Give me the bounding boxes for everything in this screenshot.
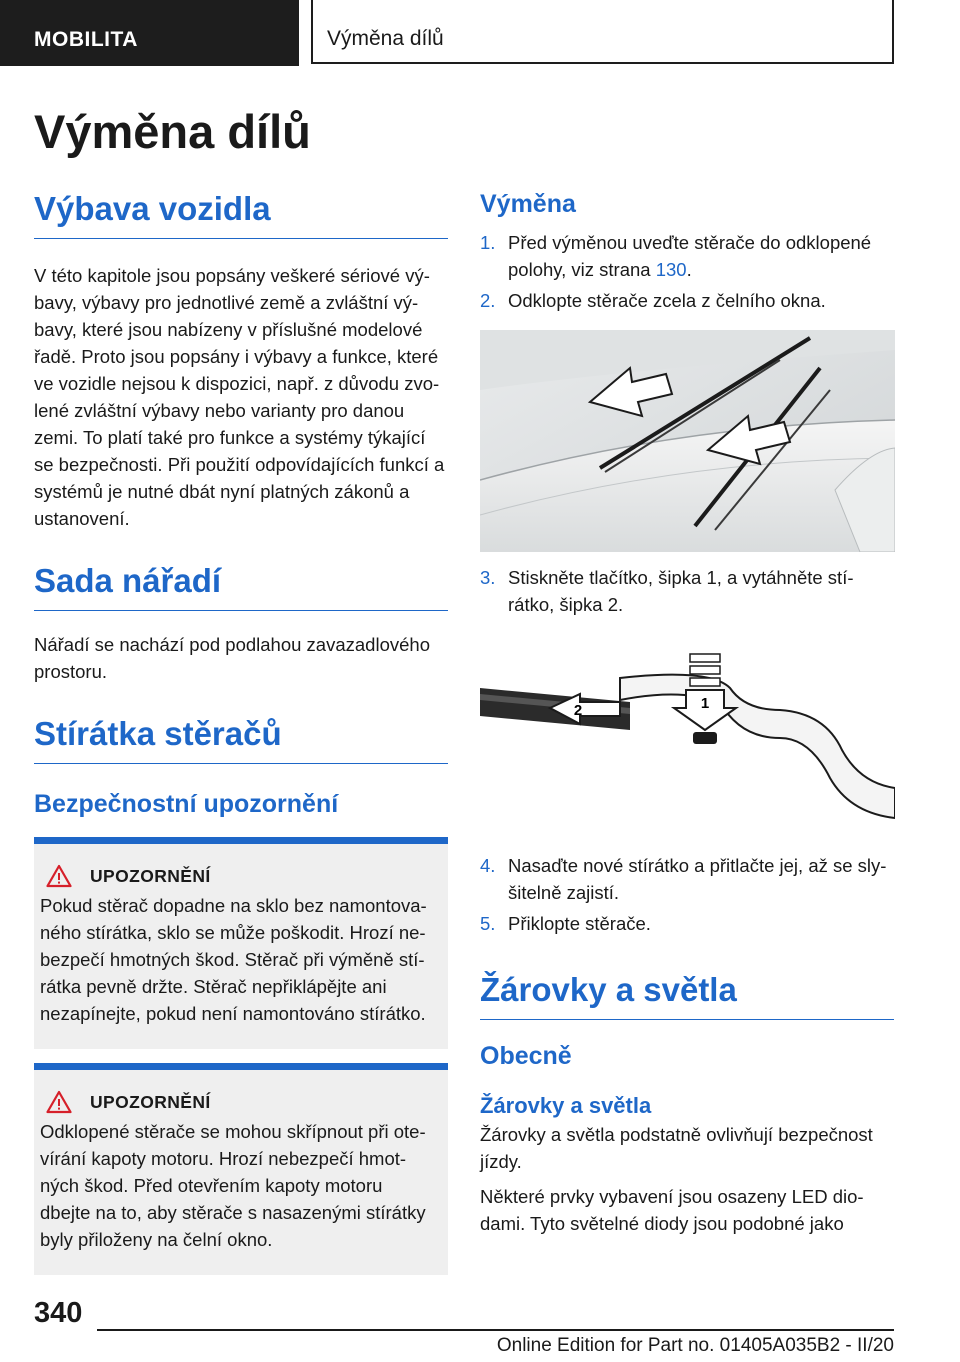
step-number: 3. xyxy=(480,567,496,588)
list-item xyxy=(480,910,894,937)
page-number: 340 xyxy=(34,1297,83,1329)
arrow-1-label: 1 xyxy=(700,695,710,712)
steps-list-b xyxy=(480,564,894,618)
step-number: 2. xyxy=(480,290,496,311)
heading-zarovky: Žárovky a světla xyxy=(480,971,894,1020)
page-header xyxy=(0,0,960,66)
topic-tab: Výměna dílů xyxy=(311,0,894,64)
heading-vybava: Výbava vozidla xyxy=(34,190,448,239)
warning-text: Odklopené stěrače se mohou skřípnout při ote‐ vírání kapoty motoru. Hrozí nebezpečí hmot‐ ných škod. Před otevřením kapoty motoru dbejte na to, aby stěrače s nasazenými stírátky byly přiloženy na čelní okno. xyxy=(40,1121,426,1250)
edition-note: Online Edition for Part no. 01405A035B2 - II/20 xyxy=(496,1335,894,1356)
subheading-zarovky: Žárovky a světla xyxy=(480,1093,652,1118)
warning-header xyxy=(46,1090,442,1114)
wiper-blade-illustration xyxy=(480,638,895,844)
heading-bezpecnostni-upozorneni: Bezpečnostní upozornění xyxy=(34,790,339,818)
arrow-2-label: 2 xyxy=(573,702,583,719)
figure-wipers-folded xyxy=(480,330,895,552)
paragraph-zarovky-2: Některé prvky vybavení jsou osazeny LED dio‐ dami. Tyto světelné diody jsou podobné jako xyxy=(480,1186,864,1234)
page-link[interactable]: 130 xyxy=(655,259,687,280)
warning-text: Pokud stěrač dopadne na sklo bez namontova‐ ného stírátka, sklo se může poškodit. Hrozí ne‐ bezpečí hmotných škod. Stěrač při výměně stí‐ rátka pevně držte. Stěrač nepřiklápějte ani nezapínejte, pokud není namontováno stírátko. xyxy=(40,895,427,1024)
warning-title: UPOZORNĚNÍ xyxy=(90,1091,211,1112)
wiper-illustration xyxy=(480,330,895,552)
paragraph-vybava: V této kapitole jsou popsány veškeré sériové vý‐ bavy, výbavy pro jednotlivé země a zvláštní vý‐ bavy, které jsou nabízeny v příslušné modelové řadě. Proto jsou popsány i výbavy a funkce, které ve vozidle nejsou k dispozici, např. z důvodu zvo‐ lené zvláštní výbavy nebo varianty pro danou zemi. To platí také pro funkce a systémy týkající se bezpečnosti. Při použití odpovídajících funkcí a systémů je nutné dbát nyní platných zákonů a ustanovení. xyxy=(34,265,445,529)
heading-sada-naradi: Sada nářadí xyxy=(34,562,448,611)
step-number: 5. xyxy=(480,913,496,934)
paragraph-zarovky-1: Žárovky a světla podstatně ovlivňují bezpečnost jízdy. xyxy=(480,1124,873,1172)
section-tab: MOBILITA xyxy=(0,0,299,66)
warning-title: UPOZORNĚNÍ xyxy=(90,865,211,886)
warning-box-2 xyxy=(34,1063,448,1275)
page-title: Výměna dílů xyxy=(34,105,311,158)
list-item xyxy=(480,852,894,906)
list-item xyxy=(480,229,894,283)
left-column xyxy=(34,190,448,1275)
paragraph-sada-naradi: Nářadí se nachází pod podlahou zavazadlového prostoru. xyxy=(34,634,430,682)
warning-triangle-icon xyxy=(46,1090,72,1114)
heading-stiratka: Stírátka stěračů xyxy=(34,715,448,764)
step-text: Přiklopte stěrače. xyxy=(508,913,651,934)
steps-list-a xyxy=(480,229,894,314)
list-item xyxy=(480,287,894,314)
figure-wiper-blade xyxy=(480,638,895,844)
list-item xyxy=(480,564,894,618)
warning-box-1 xyxy=(34,837,448,1049)
warning-triangle-icon xyxy=(46,864,72,888)
step-text: Před výměnou uveďte stěrače do odklopené polohy, viz strana 130. xyxy=(508,232,872,280)
steps-list-c xyxy=(480,852,894,937)
heading-vymena: Výměna xyxy=(480,190,576,218)
heading-obecne: Obecně xyxy=(480,1042,572,1070)
footer-divider xyxy=(97,1329,894,1331)
warning-header xyxy=(46,864,442,888)
right-column xyxy=(480,190,894,1237)
step-number: 1. xyxy=(480,232,496,253)
step-number: 4. xyxy=(480,855,496,876)
step-text: Stiskněte tlačítko, šipka 1, a vytáhněte stí‐ rátko, šipka 2. xyxy=(508,567,854,615)
step-text: Odklopte stěrače zcela z čelního okna. xyxy=(508,290,826,311)
step-text: Nasaďte nové stírátko a přitlačte jej, až se sly‐ šitelně zajistí. xyxy=(508,855,887,903)
